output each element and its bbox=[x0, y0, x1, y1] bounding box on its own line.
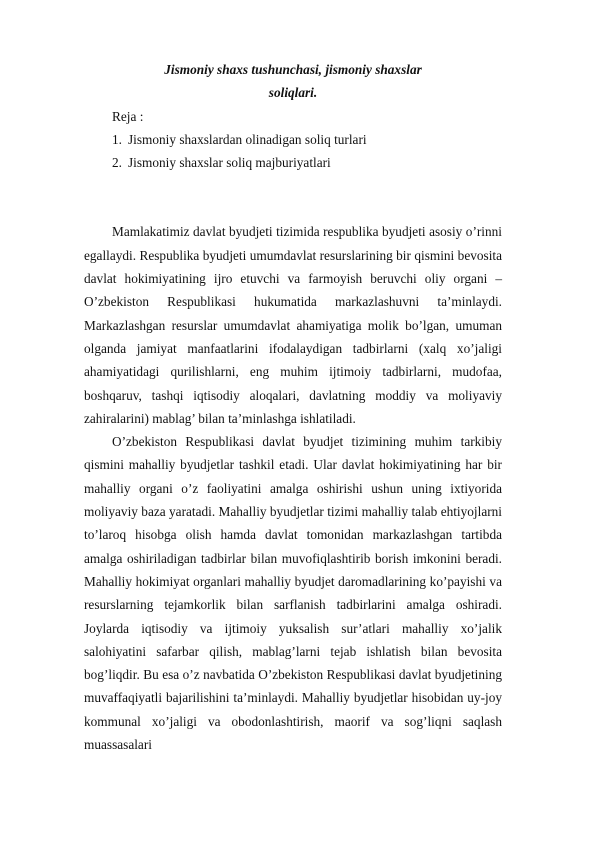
plan-item-number: 2. bbox=[112, 155, 122, 171]
plan-item-number: 1. bbox=[112, 131, 122, 147]
body-paragraph: Mamlakatimiz davlat byudjeti tizimida respublika byudjeti asosiy o’rinni egallaydi. Respublika byudjeti umumdavlat resurslarining bir qismini bevosita davlat hokimiyatining ijro etuvchi va farmoyish beruvchi oliy organi – O’zbekiston Respublikasi hukumatida markazlashuvni ta’minlaydi. Markazlashgan resurslar umumdavlat ahamiyatiga molik bo’lgan, umuman olganda jamiyat manfaatlarini ifodalaydigan tadbirlarni (xalq xo’jaligi ahamiyatidagi qurilishlarni, eng muhim ijtimoiy tadbirlarni, mudofaa, boshqaruv, tashqi iqtisodiy aloqalari, davlatning moddiy va moliyaviy zahiralarini) mablag’ bilan ta’minlashga ishlatiladi. bbox=[84, 224, 502, 426]
plan-item bbox=[84, 151, 502, 174]
title-line-2: soliqlari. bbox=[268, 85, 318, 101]
plan-item-text: Jismoniy shaxslar soliq majburiyatlari bbox=[128, 155, 331, 171]
plan-label: Reja : bbox=[112, 108, 144, 124]
body-paragraph: O’zbekiston Respublikasi davlat byudjet tizimining muhim tarkibiy qismini mahalliy byudjetlar tashkil etadi. Ular davlat hokimiyatining har bir mahalliy organi o’z faoliyatini amalga oshirishi ushun uning ixtiyorida moliyaviy baza yaratadi. Mahalliy byudjetlar tizimi mahalliy talab ehtiyojlarni to’laroq hisobga olish hamda davlat tomonidan markazlashgan tartibda amalga oshiriladigan tadbirlar bilan muvofiqlashtirib borish imkonini beradi. Mahalliy hokimiyat organlari mahalliy byudjet daromadlarining ko’payishi va resurslarning tejamkorlik bilan sarflanish tadbirlarini amalga oshiradi. Joylarda iqtisodiy va ijtimoiy yuksalish sur’atlari mahalliy xo’jalik salohiyatini safarbar qilish, mablag’larni tejab ishlatish bilan bevosita bog’liqdir. Bu esa o’z navbatida O’zbekiston Respublikasi davlat byudjetining muvaffaqiyatli bajarilishini ta’minlaydi. Mahalliy byudjetlar hisobidan uy-joy kommunal xo’jaligi va obodonlashtirish, maorif va sog’liqni saqlash muassasalari bbox=[84, 434, 502, 753]
title-line-1: Jismoniy shaxs tushunchasi, jismoniy shaxslar bbox=[164, 62, 422, 77]
plan-item-text: Jismoniy shaxslardan olinadigan soliq turlari bbox=[128, 131, 367, 147]
document-title bbox=[84, 58, 502, 105]
plan-list bbox=[84, 128, 502, 175]
document-page bbox=[84, 58, 502, 756]
plan-section bbox=[84, 105, 502, 175]
section-spacer bbox=[84, 174, 502, 220]
plan-item bbox=[84, 128, 502, 151]
